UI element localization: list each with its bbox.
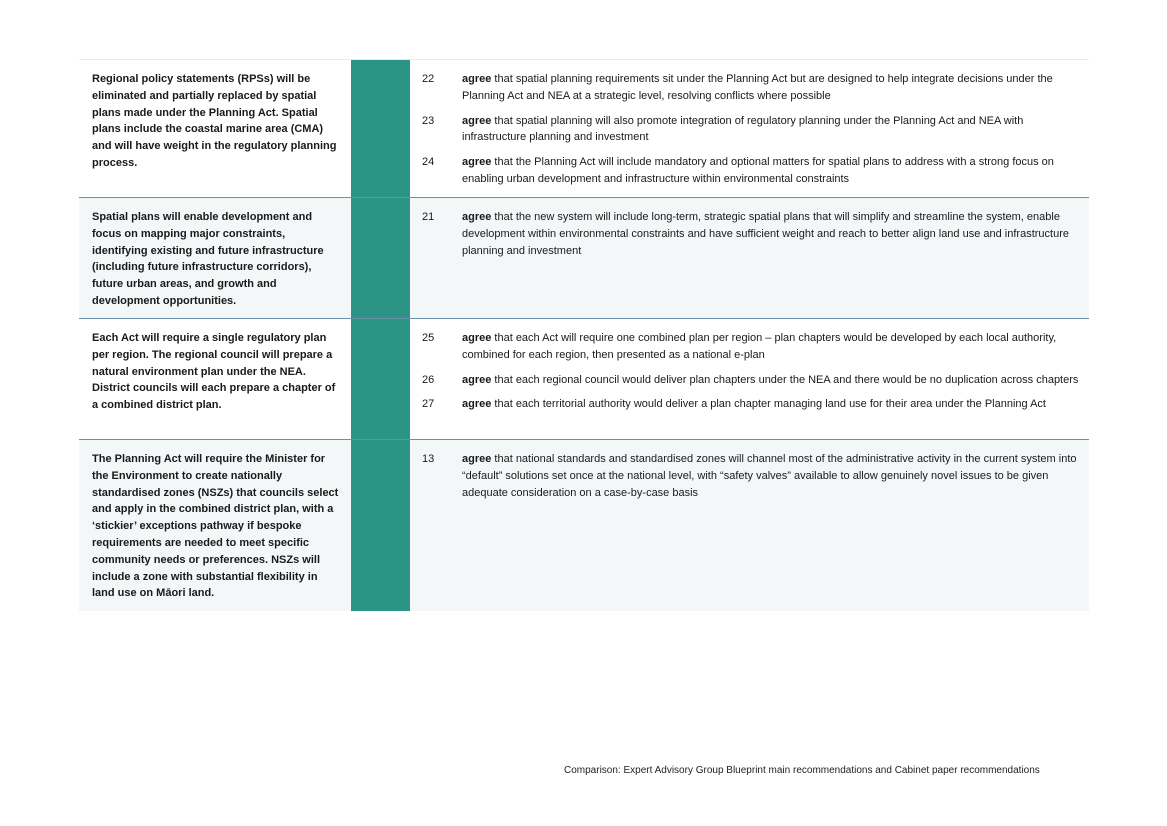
recommendations-cell [410,319,1089,439]
recommendation-text [462,154,1079,188]
recommendation-keyword: agree [462,114,492,127]
recommendation-text [462,451,1079,501]
recommendation-keyword: agree [462,156,492,169]
recommendation-item [422,209,1079,259]
recommendation-body: that the new system will include long-term, strategic spatial plans that will simplify and streamline the system, enable development within environmental constraints and have sufficient weight and reach to better align land use and infrastructure planning and investment [462,211,1069,257]
recommendation-body: that each regional council would deliver plan chapters under the NEA and there would be no duplication across chapters [491,373,1079,386]
comparison-table [79,59,1089,611]
recommendation-number: 25 [422,332,435,344]
recommendation-item [422,372,1079,389]
page-footer: Comparison: Expert Advisory Group Blueprint main recommendations and Cabinet paper recommendations [564,765,1040,776]
recommendation-number: 23 [422,114,435,127]
recommendation-keyword: agree [462,373,492,386]
recommendation-body: that each Act will require one combined plan per region – plan chapters would be developed by each local authority, combined for each region, then presented as a national e-plan [462,332,1057,361]
blueprint-cell: Each Act will require a single regulatory plan per region. The regional council will prepare a natural environment plan under the NEA. District councils will each prepare a chapter of a combined district plan. [79,319,351,439]
table-row [79,319,1089,440]
recommendation-number: 26 [422,373,435,386]
recommendation-text [462,209,1079,259]
recommendation-item [422,396,1079,413]
recommendation-body: that spatial planning requirements sit under the Planning Act but are designed to help integrate decisions under the Planning Act and NEA at a strategic level, resolving conflicts where possible [462,73,1053,102]
recommendation-item [422,330,1079,364]
recommendation-body: that each territorial authority would deliver a plan chapter managing land use for their area under the Planning Act [491,398,1046,411]
recommendation-text [462,396,1079,413]
recommendation-keyword: agree [462,453,492,465]
status-band [351,319,410,439]
recommendation-keyword: agree [462,73,492,85]
blueprint-cell: Regional policy statements (RPSs) will be eliminated and partially replaced by spatial plans made under the Planning Act. Spatial plans include the coastal marine area (CMA) and will have weight in the regulatory planning process. [79,60,351,197]
recommendation-body: that spatial planning will also promote integration of regulatory planning under the Planning Act and NEA with infrastructure planning and investment [462,114,1024,144]
recommendation-text [462,113,1079,147]
recommendations-cell [410,198,1089,318]
blueprint-cell: Spatial plans will enable development and focus on mapping major constraints, identifying existing and future infrastructure (including future infrastructure corridors), future urban areas, and growth and development opportunities. [79,198,351,318]
recommendation-text [462,330,1079,364]
status-band [351,198,410,318]
status-band [351,60,410,197]
recommendation-number: 13 [422,453,435,465]
recommendation-number: 22 [422,73,435,85]
recommendation-keyword: agree [462,332,492,344]
recommendation-item [422,154,1079,188]
recommendation-item [422,71,1079,105]
recommendation-number: 27 [422,398,435,411]
recommendations-cell [410,60,1089,197]
table-row [79,198,1089,319]
recommendation-body: that national standards and standardised zones will channel most of the administrative activity in the current system into “default” solutions set once at the national level, with “safety valves” available to allow genuinely novel issues to be given adequate consideration on a case-by-case basis [462,453,1077,499]
recommendation-item [422,113,1079,147]
recommendation-text [462,372,1079,389]
recommendation-keyword: agree [462,211,492,223]
recommendation-number: 21 [422,211,435,223]
recommendation-keyword: agree [462,398,492,411]
table-row [79,60,1089,198]
recommendation-item [422,451,1079,501]
recommendation-number: 24 [422,156,435,169]
blueprint-cell: The Planning Act will require the Minister for the Environment to create nationally standardised zones (NSZs) that councils select and apply in the combined district plan, with a ‘stickier’ exceptions pathway if bespoke requirements are needed to meet specific community needs or preferences. NSZs will include a zone with substantial flexibility in land use on Māori land. [79,440,351,611]
recommendation-body: that the Planning Act will include mandatory and optional matters for spatial plans to address with a strong focus on enabling urban development and infrastructure within environmental constraints [462,156,1054,185]
recommendations-cell [410,440,1089,611]
recommendation-text [462,71,1079,105]
table-row [79,440,1089,611]
status-band [351,440,410,611]
